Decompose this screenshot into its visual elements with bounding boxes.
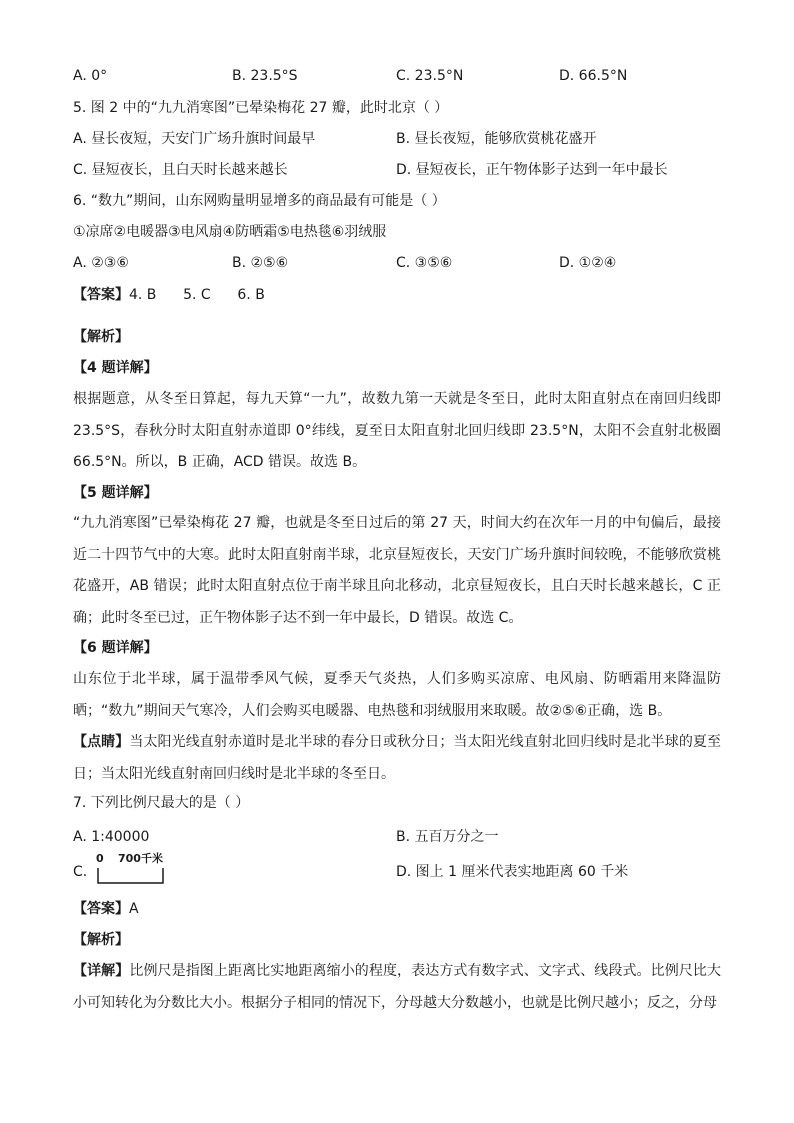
q7-option-a: A. 1:40000 [73, 829, 150, 845]
q6-stem: 6. “数九”期间，山东网购量明显增多的商品最有可能是（ ） [73, 193, 446, 209]
answer-2-text: A [129, 901, 139, 917]
q6-option-b: B. ②⑤⑥ [232, 255, 289, 271]
q4-option-d: D. 66.5°N [559, 68, 628, 84]
q6-option-c: C. ③⑤⑥ [396, 255, 453, 271]
q4-option-c: C. 23.5°N [396, 68, 464, 84]
answer-text: 4. B 5. C 6. B [129, 287, 265, 303]
dianjing-text: 当太阳光线直射赤道时是北半球的春分日或秋分日；当太阳光线直射北回归线时是北半球的夏至日；当太阳光线直射南回归线时是北半球的冬至日。 [73, 734, 722, 782]
detail-7-text: 比例尺是指图上距离比实地距离缩小的程度，表达方式有数字式、文字式、线段式。比例尺比大小可知转化为分数比大小。根据分子相同的情况下，分母越大分数越小，也就是比例尺越小；反之，分母 [73, 963, 722, 1011]
detail-5-heading: 【5 题详解】 [73, 485, 158, 501]
q6-option-a: A. ②③⑥ [73, 255, 129, 271]
answer-2-label: 【答案】 [73, 901, 129, 917]
detail-6-text: 山东位于北半球，属于温带季风气候，夏季天气炎热，人们多购买凉席、电风扇、防晒霜用来降温防晒；“数九”期间天气寒冷，人们会购买电暖器、电热毯和羽绒服用来取暖。故②⑤⑥正确，选 B。 [73, 671, 721, 719]
detail-4-text: 根据题意，从冬至日算起，每九天算“一九”，故数九第一天就是冬至日，此时太阳直射点在南回归线即 23.5°S，春秋分时太阳直射赤道即 0°纬线，夏至日太阳直射北回归线即 23.5°N，太阳不会直射北极圈 66.5°N。所以，B 正确，ACD 错误。故选 B。 [73, 391, 721, 470]
detail-4-heading: 【4 题详解】 [73, 360, 158, 376]
detail-7-label: 【详解】 [73, 963, 130, 979]
answer-label: 【答案】 [73, 287, 129, 303]
q6-option-d: D. ①②④ [559, 255, 617, 271]
q4-option-a: A. 0° [73, 68, 108, 84]
scale-line [98, 868, 163, 883]
detail-6-heading: 【6 题详解】 [73, 640, 158, 656]
q7-stem: 7. 下列比例尺最大的是（ ） [73, 795, 250, 811]
detail-5-text: “九九消寒图”已晕染梅花 27 瓣，也就是冬至日过后的第 27 天，时间大约在次年一月的中旬偏后，最接近二十四节气中的大寒。此时太阳直射南半球，北京昼短夜长，天安门广场升旗时间较晚，不能够欣赏桃花盛开，AB 错误；此时太阳直射点位于南半球且向北移动，北京昼短夜长，且白天时长越来越长，C 正确；此时冬至已过，正午物体影子达不到一年中最长，D 错误。故选 C。 [73, 515, 721, 626]
dianjing-block [73, 727, 721, 790]
detail-7-block [73, 956, 721, 1019]
answer-row [73, 285, 265, 305]
scale-distance-label: 700千米 [118, 852, 163, 865]
analysis-2-heading: 【解析】 [73, 932, 129, 948]
q5-option-c: C. 昼短夜长，且白天时长越来越长 [73, 162, 288, 178]
q7-option-d: D. 图上 1 厘米代表实地距离 60 千米 [396, 864, 629, 880]
q7-option-c: C. [73, 864, 88, 880]
linear-scale-bar [96, 852, 186, 888]
q5-stem: 5. 图 2 中的“九九消寒图”已晕染梅花 27 瓣，此时北京（ ） [73, 100, 449, 116]
q5-option-d: D. 昼短夜长，正午物体影子达到一年中最长 [396, 162, 668, 178]
q5-option-a: A. 昼长夜短，天安门广场升旗时间最早 [73, 131, 316, 147]
q7-option-b: B. 五百万分之一 [396, 829, 499, 845]
q4-option-b: B. 23.5°S [232, 68, 298, 84]
dianjing-label: 【点睛】 [73, 734, 130, 750]
answer-2-row [73, 899, 139, 919]
q6-items: ①凉席②电暖器③电风扇④防晒霜⑤电热毯⑥羽绒服 [73, 224, 387, 240]
q5-option-b: B. 昼长夜短，能够欣赏桃花盛开 [396, 131, 597, 147]
analysis-heading: 【解析】 [73, 329, 129, 345]
scale-zero-label: 0 [96, 852, 104, 865]
